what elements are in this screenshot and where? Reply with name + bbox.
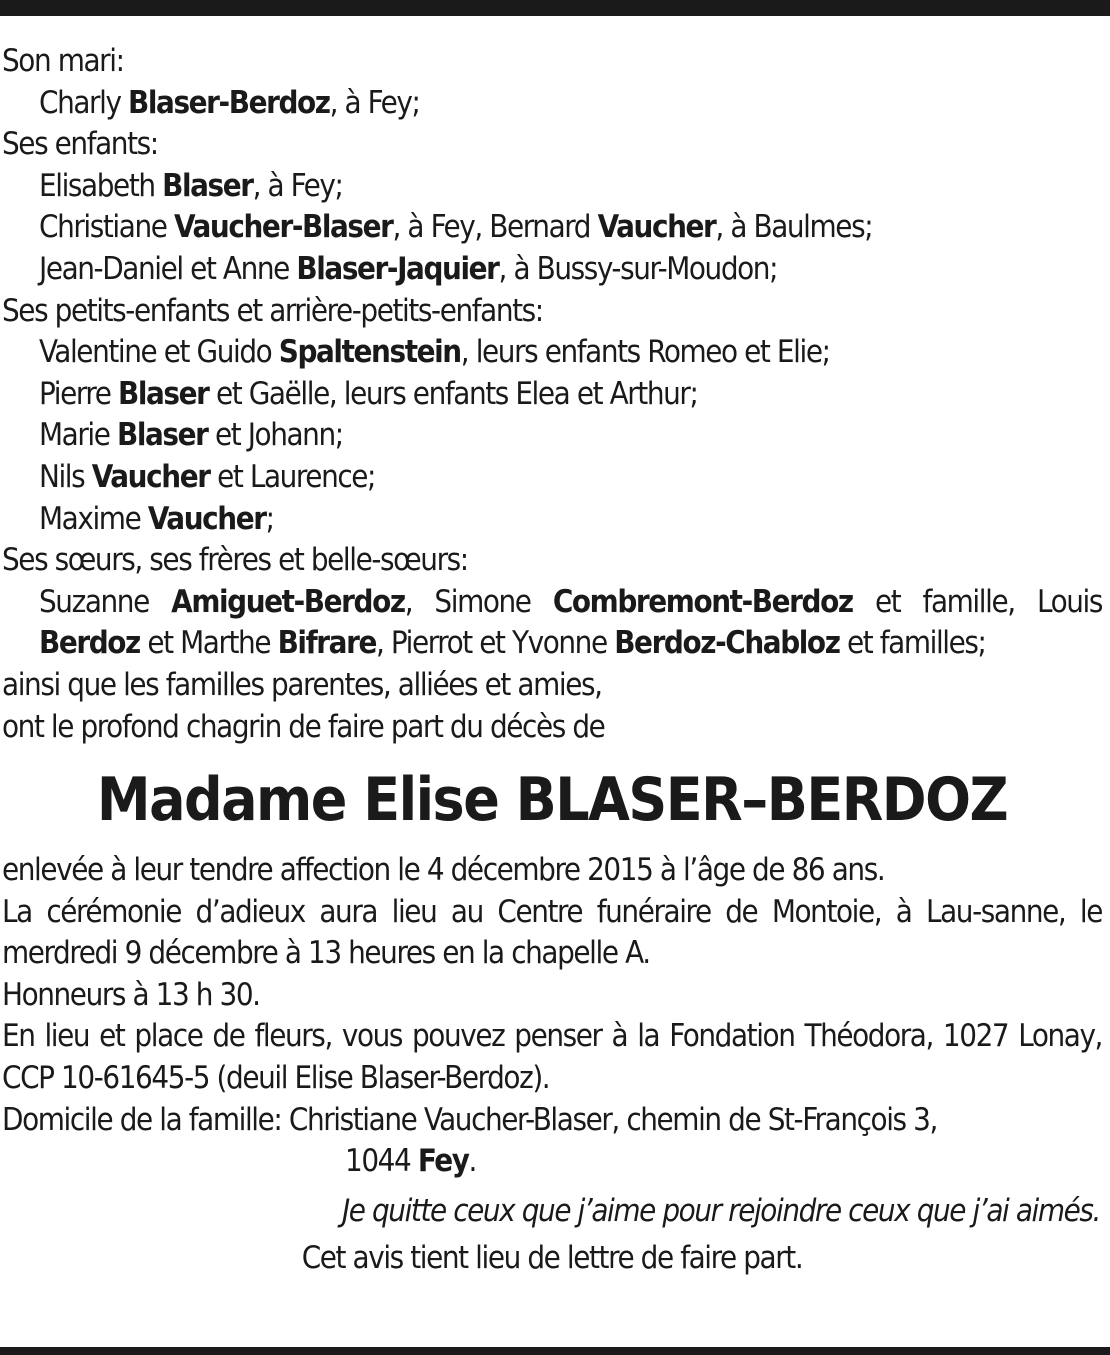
domicile-town: Fey — [417, 1143, 469, 1180]
child-place: , à Baulmes; — [715, 209, 873, 246]
farewell-quote: Je quitte ceux que j’aime pour rejoindre ceux que j’ai aimés. — [341, 1192, 1100, 1229]
grandchild-first-name: Maxime — [39, 500, 141, 537]
child-place: , à Fey; — [252, 167, 343, 204]
child-partner-text: , à Fey, Bernard — [392, 209, 591, 246]
grandchild-surname: Blaser — [117, 417, 208, 454]
sibling-text: et famille, Louis — [874, 583, 1102, 620]
grandchildren-heading: Ses petits-enfants et arrière-petits-enfants: — [2, 292, 543, 329]
grandchild-rest: et Johann; — [214, 417, 343, 454]
honours-line: Honneurs à 13 h 30. — [2, 976, 260, 1013]
sibling-text: , Simone — [404, 583, 531, 620]
bottom-rule — [0, 1347, 1110, 1355]
grandchild-surname: Vaucher — [91, 458, 210, 495]
ceremony-paragraph: La cérémonie d’adieux aura lieu au Centre funéraire de Montoie, à Lau-sanne, le merdredi 9 décembre à 13 heures en la chapelle A. — [2, 893, 1102, 972]
child-entry-1 — [2, 166, 1102, 208]
sibling-surname: Combremont-Berdoz — [552, 583, 853, 620]
grandchild-entry-2 — [2, 374, 1102, 416]
child-partner-surname: Vaucher — [597, 209, 716, 246]
relatives-line: ainsi que les familles parentes, alliées et amies, — [2, 666, 602, 703]
grandchild-first-name: Marie — [39, 417, 110, 454]
grandchild-rest: et Gaëlle, leurs enfants Elea et Arthur; — [215, 375, 698, 412]
sibling-text: et familles; — [846, 625, 986, 662]
domicile-line: Domicile de la famille: Christiane Vaucher-Blaser, chemin de St-François 3, — [2, 1101, 937, 1138]
child-entry-3 — [2, 249, 1102, 291]
child-first-name: Elisabeth — [39, 167, 155, 204]
grandchild-rest: et Laurence; — [217, 458, 376, 495]
grandchild-surname: Vaucher — [147, 500, 266, 537]
sibling-surname: Bifrare — [277, 625, 376, 662]
grandchild-entry-4 — [2, 457, 1102, 499]
grandchild-surname: Blaser — [117, 375, 209, 412]
domicile-address — [2, 1141, 1102, 1183]
sibling-text: et Marthe — [147, 625, 271, 662]
sibling-surname: Amiguet-Berdoz — [171, 583, 405, 620]
grandchild-first-name: Nils — [39, 458, 85, 495]
announcement-line: ont le profond chagrin de faire part du décès de — [2, 708, 605, 745]
sibling-text: Suzanne — [39, 583, 149, 620]
husband-first-name: Charly — [39, 84, 121, 121]
child-place: , à Bussy-sur-Moudon; — [498, 250, 778, 287]
grandchild-first-name: Pierre — [39, 375, 111, 412]
husband-surname: Blaser-Berdoz — [128, 84, 330, 121]
grandchild-entry-1 — [2, 332, 1102, 374]
children-heading: Ses enfants: — [2, 126, 158, 163]
grandchild-rest: , leurs enfants Romeo et Elie; — [460, 334, 830, 371]
sibling-surname: Berdoz — [39, 625, 140, 662]
donation-paragraph: En lieu et place de fleurs, vous pouvez penser à la Fondation Théodora, 1027 Lonay, CCP 10-61645-5 (deuil Elise Blaser-Berdoz). — [2, 1018, 1102, 1097]
husband-heading: Son mari: — [2, 43, 124, 79]
siblings-heading: Ses sœurs, ses frères et belle-sœurs: — [2, 542, 468, 579]
child-entry-2 — [2, 207, 1102, 249]
domicile-postcode: 1044 — [345, 1143, 411, 1180]
grandchild-rest: ; — [265, 500, 274, 537]
top-rule — [0, 0, 1110, 16]
child-surname: Blaser-Jaquier — [296, 250, 499, 287]
grandchild-surname: Spaltenstein — [278, 334, 461, 371]
grandchild-first-name: Valentine et Guido — [39, 334, 272, 371]
child-surname: Vaucher-Blaser — [173, 209, 393, 246]
child-first-name: Jean-Daniel et Anne — [39, 250, 289, 287]
child-surname: Blaser — [162, 167, 253, 204]
siblings-paragraph — [2, 582, 1102, 665]
obituary-notice — [2, 41, 1102, 1280]
sibling-text: , Pierrot et Yvonne — [375, 625, 607, 662]
death-date-line: enlevée à leur tendre affection le 4 décembre 2015 à l’âge de 86 ans. — [2, 852, 885, 889]
grandchild-entry-3 — [2, 415, 1102, 457]
deceased-name: Madame Elise BLASER–BERDOZ — [96, 765, 1008, 836]
child-first-name: Christiane — [39, 209, 167, 246]
husband-entry — [2, 83, 1102, 125]
domicile-end: . — [468, 1143, 477, 1180]
husband-place: , à Fey; — [329, 84, 420, 121]
grandchild-entry-5 — [2, 499, 1102, 541]
sibling-surname: Berdoz-Chabloz — [614, 625, 840, 662]
footer-note: Cet avis tient lieu de lettre de faire part. — [301, 1240, 803, 1277]
